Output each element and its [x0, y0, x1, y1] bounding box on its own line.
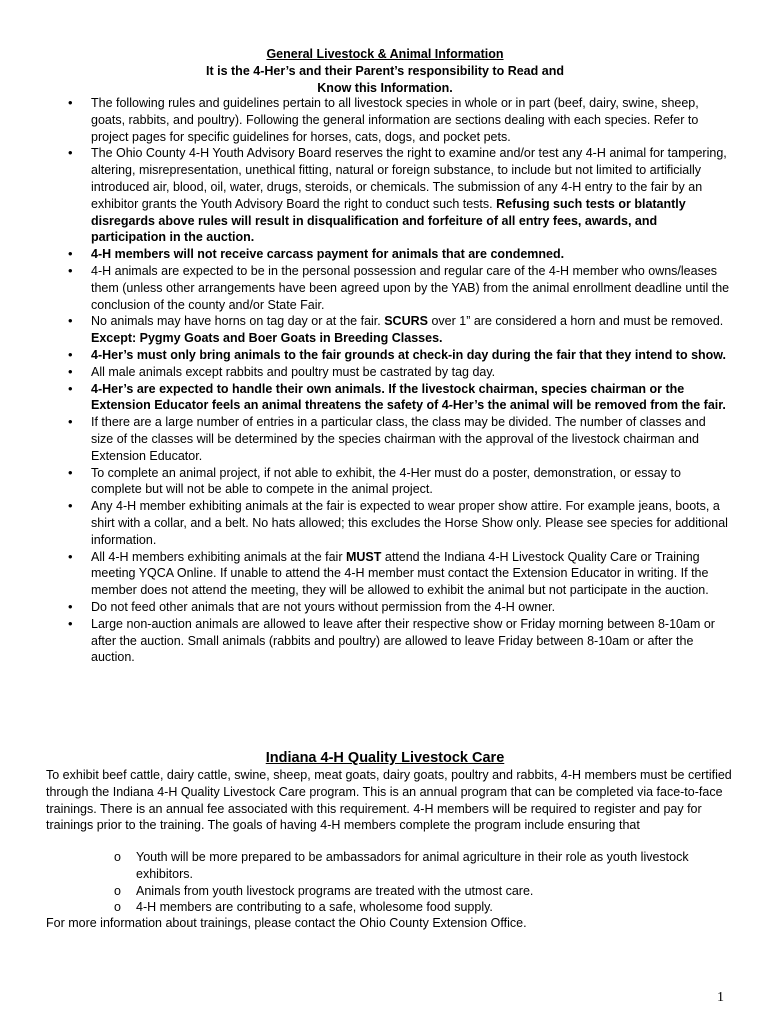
subtitle-line-2: Know this Information.	[317, 80, 453, 95]
rule-item	[91, 498, 731, 548]
rule-text: over 1” are considered a horn and must be removed.	[427, 314, 724, 329]
rule-item	[91, 465, 731, 499]
rule-item	[91, 616, 731, 666]
rule-text: All 4-H members exhibiting animals at the fair	[91, 549, 346, 564]
rule-item	[91, 599, 731, 616]
rule-text: Any 4-H member exhibiting animals at the fair is expected to wear proper show attire. For example jeans, boots, a shirt with a collar, and a belt. No hats allowed; this excludes the Horse Show only. Please see species for additional information.	[91, 499, 728, 547]
rule-bold-text: 4-Her’s must only bring animals to the fair grounds at check-in day during the fair that they intend to show.	[91, 347, 727, 362]
rule-item	[91, 145, 731, 246]
goal-item: o 4-H members are contributing to a safe, wholesome food supply.	[136, 899, 726, 916]
goal-item: o Animals from youth livestock programs are treated with the utmost care.	[136, 883, 726, 900]
rule-text: attend the Indiana 4-H Livestock Quality Care or Training meeting YQCA Online. If unable to attend the 4-H member must contact the Extension Educator in writing. If the member does not attend the meeting, they will be allowed to exhibit the animal but not participate in the auction.	[91, 549, 709, 598]
rule-bold-text: MUST	[345, 549, 382, 564]
goals-list	[136, 849, 726, 916]
rule-item	[91, 364, 731, 381]
goal-item: o Youth will be more prepared to be ambassadors for animal agriculture in their role as youth livestock exhibitors.	[136, 849, 726, 883]
rule-text: Do not feed other animals that are not yours without permission from the 4-H owner.	[91, 599, 556, 614]
rule-item	[91, 414, 731, 464]
rule-bold-text: Except: Pygmy Goats and Boer Goats in Breeding Classes.	[91, 331, 443, 346]
rule-item	[91, 347, 731, 364]
rule-text: If there are a large number of entries in a particular class, the class may be divided. The number of classes and size of the classes will be determined by the species chairman with the approval of the livestock chairman and Extension Educator.	[91, 415, 706, 463]
rule-item	[91, 313, 731, 347]
general-info-heading	[0, 46, 770, 96]
rule-text: To complete an animal project, if not able to exhibit, the 4-Her must do a poster, demonstration, or essay to complete but will not be able to compete in the animal project.	[91, 465, 681, 497]
rule-bold-text: 4-Her’s are expected to handle their own animals. If the livestock chairman, species chairman or the Extension Educator feels an animal threatens the safety of 4-Her’s the animal will be removed from the fair.	[91, 381, 726, 413]
rule-item	[91, 381, 731, 415]
page-number: 1	[717, 990, 724, 1005]
contact-note: For more information about trainings, please contact the Ohio County Extension Office.	[46, 916, 527, 930]
rule-item	[91, 95, 731, 145]
rule-bold-text: 4-H members will not receive carcass payment for animals that are condemned.	[91, 247, 565, 262]
rule-bold-text: SCURS	[384, 314, 428, 329]
rule-text: The following rules and guidelines pertain to all livestock species in whole or in part (beef, dairy, swine, sheep, goats, rabbits, and poultry). Following the general information are sections dealing with each species. Refer to project pages for specific guidelines for horses, cats, dogs, and pocket pets.	[91, 96, 699, 144]
rule-text: All male animals except rabbits and poultry must be castrated by tag day.	[91, 364, 496, 379]
rule-bold-text: Refusing such tests or blatantly disregards above rules will result in disqualification and forfeiture of all entry fees, awards, and participation in the auction.	[91, 196, 686, 245]
rule-item	[91, 246, 731, 263]
rule-item	[91, 549, 731, 599]
page-title: General Livestock & Animal Information	[266, 47, 504, 61]
rules-list	[91, 95, 731, 666]
quality-care-intro: To exhibit beef cattle, dairy cattle, swine, sheep, meat goats, dairy goats, poultry and rabbits, 4-H members must be certified through the Indiana 4-H Quality Livestock Care program. This is an annual program that can be completed via face-to-face trainings. There is an annual fee associated with this requirement. 4-H members will be required to register and pay for trainings prior to the training. The goals of having 4-H members complete the program include ensuring that	[46, 768, 732, 833]
rule-text: No animals may have horns on tag day or at the fair.	[91, 314, 385, 329]
rule-text: 4-H animals are expected to be in the personal possession and regular care of the 4-H member who owns/leases them (unless other arrangements have been agreed upon by the YAB) from the animal enrollment deadline until the conclusion of the county and/or State Fair.	[91, 263, 730, 312]
rule-item	[91, 263, 731, 313]
subtitle-line-1: It is the 4-Her’s and their Parent’s responsibility to Read and	[206, 63, 564, 78]
quality-care-heading: Indiana 4-H Quality Livestock Care	[265, 750, 505, 766]
rule-text: The Ohio County 4-H Youth Advisory Board reserves the right to examine and/or test any 4-H animal for tampering, altering, misrepresentation, unethical fitting, natural or foreign substance, to include but not limited to artificially introduced air, blood, oil, water, drugs, steroids, or chemicals. The submission of any 4-H entry to the fair by an exhibitor grants the Youth Advisory Board the right to conduct such tests.	[91, 146, 727, 211]
rule-text: Large non-auction animals are allowed to leave after their respective show or Friday morning between 8-10am or after the auction. Small animals (rabbits and poultry) are allowed to leave Friday between 8-10am or after the auction.	[91, 616, 715, 665]
